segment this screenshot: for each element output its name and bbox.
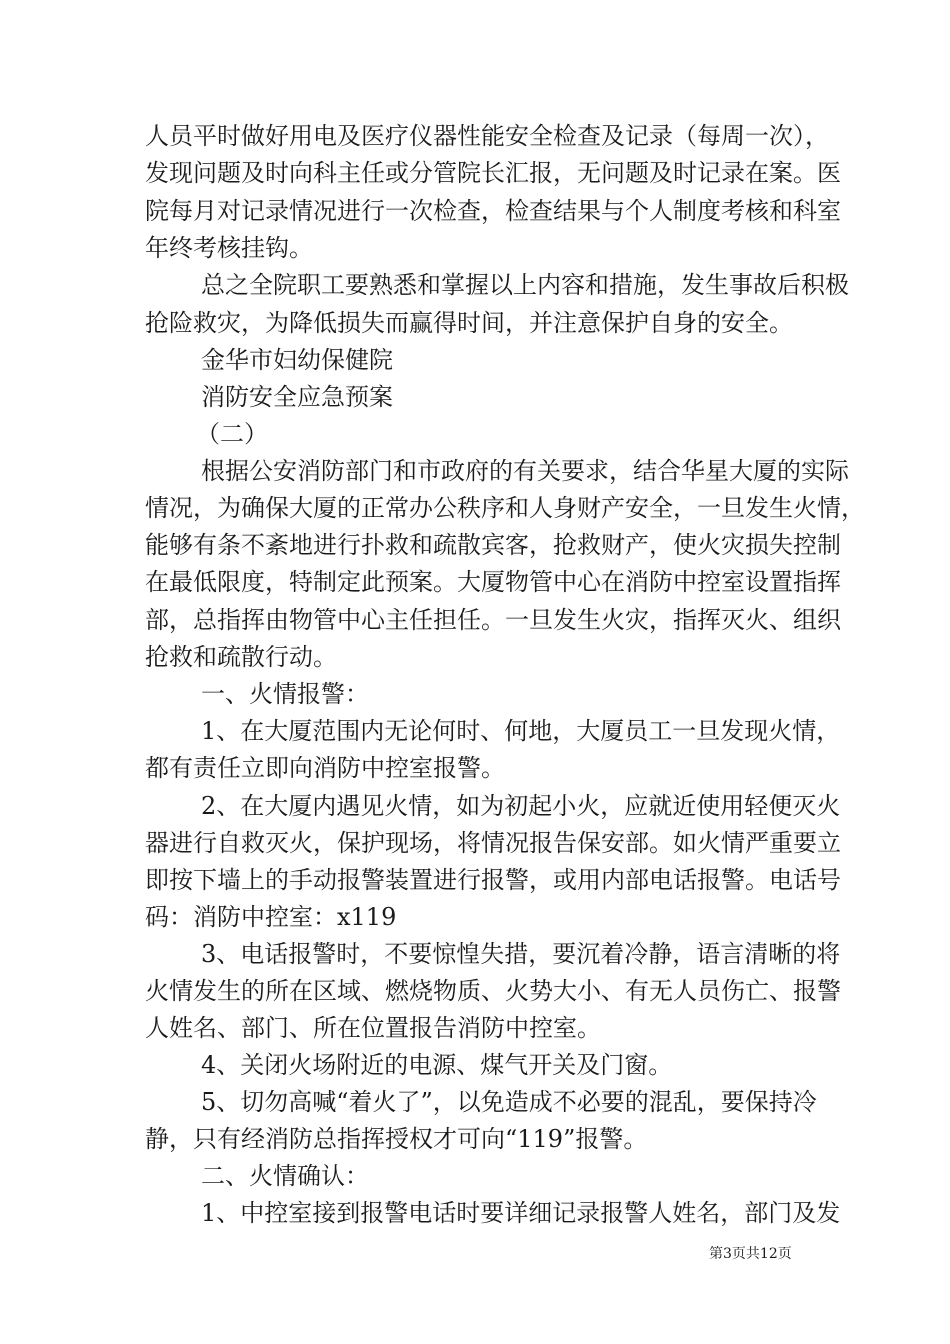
- body-line-22: 码：消防中控室：x119: [145, 903, 397, 931]
- item-1-5: 5、切勿高喊“着火了”，以免造成不必要的混乱，要保持冷: [201, 1088, 817, 1116]
- body-line-21: 即按下墙上的手动报警装置进行报警，或用内部电话报警。电话号: [145, 866, 841, 894]
- item-1-4: 4、关闭火场附近的电源、煤气开关及门窗。: [201, 1051, 673, 1079]
- page-number: 第3页共12页: [709, 1246, 792, 1262]
- paragraph-summary: 总之全院职工要熟悉和掌握以上内容和措施，发生事故后积极: [201, 271, 849, 299]
- item-1-3: 3、电话报警时，不要惊惶失措，要沉着冷静，语言清晰的将: [201, 940, 841, 968]
- body-line-14: 部，总指挥由物管中心主任担任。一旦发生火灾，指挥灭火、组织: [145, 606, 841, 634]
- body-line-6: 抢险救灾，为降低损失而赢得时间，并注意保护自身的安全。: [145, 309, 793, 337]
- item-2-1: 1、中控室接到报警电话时要详细记录报警人姓名，部门及发: [201, 1199, 841, 1227]
- body-line-4: 年终考核挂钩。: [145, 234, 313, 262]
- item-1-2: 2、在大厦内遇见火情，如为初起小火，应就近使用轻便灭火: [201, 792, 841, 820]
- body-line-25: 人姓名、部门、所在位置报告消防中控室。: [145, 1014, 601, 1042]
- body-line-13: 在最低限度，特制定此预案。大厦物管中心在消防中控室设置指挥: [145, 568, 841, 596]
- body-line-11: 情况，为确保大厦的正常办公秩序和人身财产安全，一旦发生火情，: [145, 494, 865, 522]
- body-line-18: 都有责任立即向消防中控室报警。: [145, 754, 505, 782]
- body-line-24: 火情发生的所在区域、燃烧物质、火势大小、有无人员伤亡、报警: [145, 977, 841, 1005]
- section-heading-2: 二、火情确认：: [201, 1162, 369, 1190]
- section-heading-1: 一、火情报警：: [201, 680, 369, 708]
- body-line-20: 器进行自救灭火，保护现场，将情况报告保安部。如火情严重要立: [145, 829, 841, 857]
- body-line-12: 能够有条不紊地进行扑救和疏散宾客，抢救财产，使火灾损失控制: [145, 531, 841, 559]
- item-1-1: 1、在大厦范围内无论何时、何地，大厦员工一旦发现火情，: [201, 717, 841, 745]
- body-line-28: 静，只有经消防总指挥授权才可向“119”报警。: [145, 1125, 648, 1153]
- document-title: 消防安全应急预案: [201, 383, 393, 411]
- body-line-3: 院每月对记录情况进行一次检查，检查结果与个人制度考核和科室: [145, 197, 841, 225]
- document-subtitle: （二）: [196, 420, 268, 448]
- body-line-15: 抢救和疏散行动。: [145, 643, 337, 671]
- body-line-1: 人员平时做好用电及医疗仪器性能安全检查及记录（每周一次），: [145, 122, 829, 150]
- paragraph-intro: 根据公安消防部门和市政府的有关要求，结合华星大厦的实际: [201, 457, 849, 485]
- organization-name: 金华市妇幼保健院: [201, 346, 393, 374]
- body-line-2: 发现问题及时向科主任或分管院长汇报，无问题及时记录在案。医: [145, 159, 841, 187]
